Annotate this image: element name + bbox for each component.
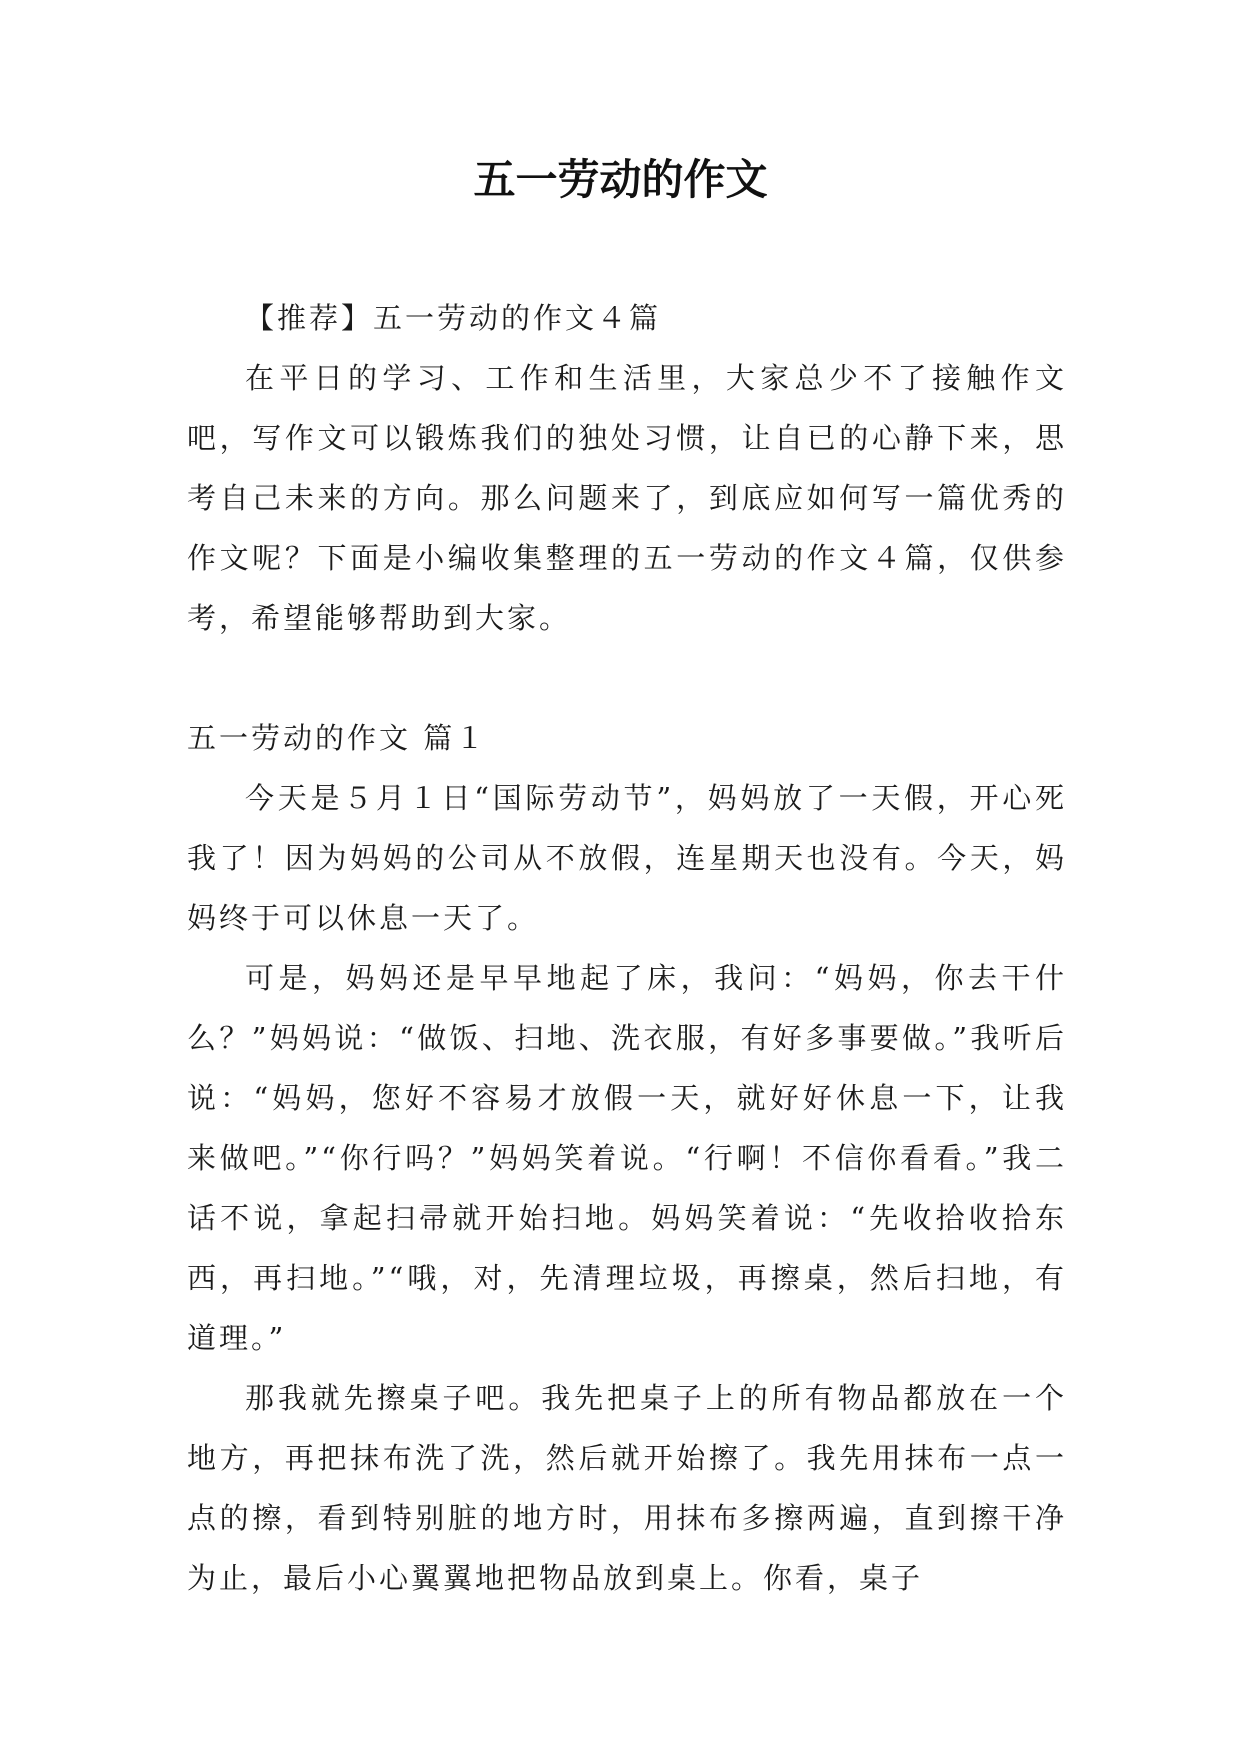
document-title: 五一劳动的作文 [473,155,768,204]
body-paragraph: 可是，妈妈还是早早地起了床，我问：“妈妈，你去干什么？”妈妈说：“做饭、扫地、洗衣服，有好多事要做。”我听后说：“妈妈，您好不容易才放假一天，就好好休息一下，让我来做吧。”“你行吗？”妈妈笑着说。“行啊！不信你看看。”我二话不说，拿起扫帚就开始扫地。妈妈笑着说：“先收拾收拾东西，再扫地。”“哦，对，先清理垃圾，再擦桌，然后扫地，有道理。” [187,961,1067,1355]
section-heading: 五一劳动的作文 篇１ [187,721,488,755]
intro-paragraph: 在平日的学习、工作和生活里，大家总少不了接触作文吧，写作文可以锻炼我们的独处习惯，让自已的心静下来，思考自己未来的方向。那么问题来了，到底应如何写一篇优秀的作文呢？下面是小编收集整理的五一劳动的作文４篇，仅供参考，希望能够帮助到大家。 [187,361,1067,635]
body-paragraph: 今天是５月１日“国际劳动节”，妈妈放了一天假，开心死我了！因为妈妈的公司从不放假，连星期天也没有。今天，妈妈终于可以休息一天了。 [187,781,1067,935]
document-body [187,288,1067,1608]
body-paragraph: 那我就先擦桌子吧。我先把桌子上的所有物品都放在一个地方，再把抹布洗了洗，然后就开始擦了。我先用抹布一点一点的擦，看到特别脏的地方时，用抹布多擦两遍，直到擦干净为止，最后小心翼翼地把物品放到桌上。你看，桌子 [187,1381,1067,1595]
intro-line: 【推荐】五一劳动的作文４篇 [245,301,662,335]
